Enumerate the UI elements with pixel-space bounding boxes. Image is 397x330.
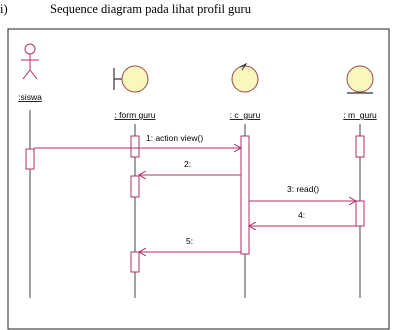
object-name-form-guru: : form guru xyxy=(114,110,156,120)
activation-form-guru-3 xyxy=(131,252,139,272)
object-name-c-guru: : c_guru xyxy=(229,110,261,120)
message-label: 5: xyxy=(186,236,194,246)
diagram-frame xyxy=(8,29,389,329)
message-label: 1: action view() xyxy=(146,133,204,143)
boundary-icon xyxy=(114,66,148,92)
entity-icon xyxy=(347,66,373,93)
caption-title: Sequence diagram pada lihat profil guru xyxy=(50,2,251,16)
object-c-guru xyxy=(230,64,261,120)
object-m-guru xyxy=(343,66,377,120)
actor-siswa xyxy=(18,44,42,102)
message-2 xyxy=(139,159,241,175)
message-3 xyxy=(249,184,356,201)
message-label: 3: read() xyxy=(287,184,320,194)
activation-m-guru-1 xyxy=(356,136,364,157)
object-name-siswa: :siswa xyxy=(18,92,42,102)
message-4 xyxy=(249,210,356,226)
object-form-guru xyxy=(114,66,156,120)
activation-form-guru-2 xyxy=(131,176,139,197)
actor-figure-icon xyxy=(21,44,39,79)
control-icon xyxy=(232,64,258,92)
activation-form-guru-1 xyxy=(131,136,139,157)
activation-siswa xyxy=(26,149,34,169)
message-5 xyxy=(139,236,241,252)
message-label: 4: xyxy=(298,210,306,220)
caption-number: i) xyxy=(0,2,8,16)
message-label: 2: xyxy=(184,159,192,169)
object-name-m-guru: : m_guru xyxy=(343,110,377,120)
activation-m-guru-2 xyxy=(356,201,364,226)
activation-c-guru xyxy=(241,136,249,254)
